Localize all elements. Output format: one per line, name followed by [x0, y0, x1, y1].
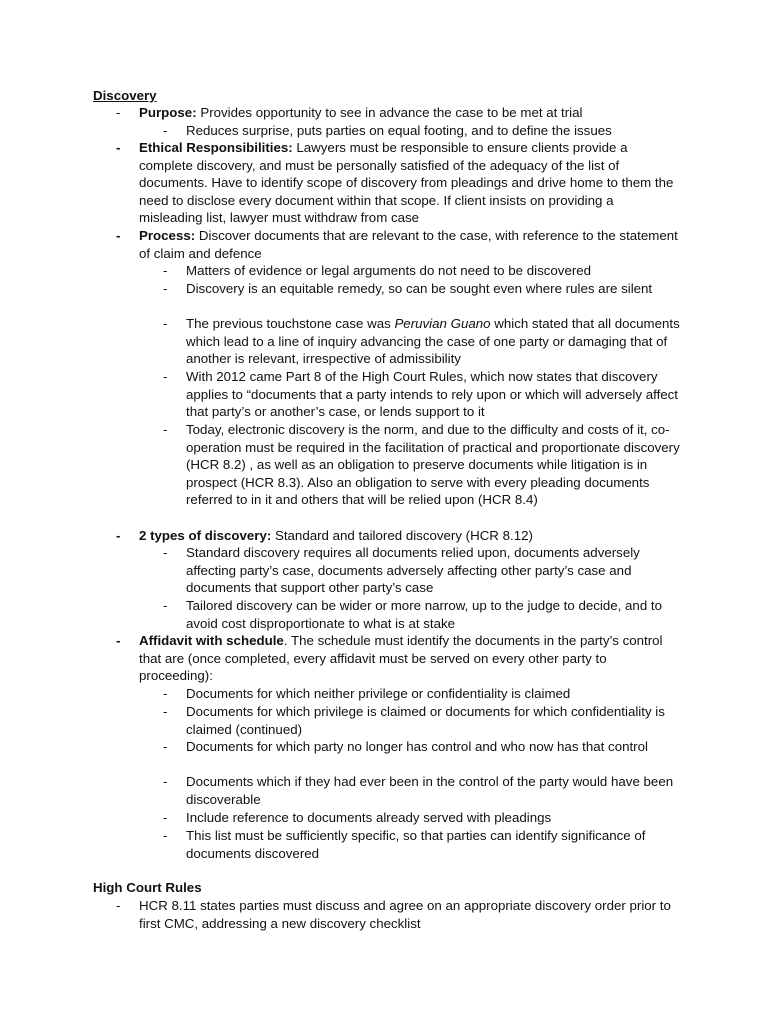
bullet-dash: -	[116, 105, 121, 120]
affidavit-sub-item	[163, 738, 681, 756]
process-sub-item	[163, 280, 681, 298]
bullet-dash: -	[163, 369, 168, 384]
types-sub-item	[163, 544, 681, 597]
bullet-dash: -	[116, 140, 121, 155]
affidavit-sub-text: Include reference to documents already served with pleadings	[186, 810, 552, 825]
affidavit-sub-item	[163, 703, 681, 738]
process-sub-text: Discovery is an equitable remedy, so can be sought even where rules are silent	[186, 281, 653, 296]
types-item	[116, 527, 679, 545]
bullet-dash: -	[163, 810, 168, 825]
bullet-dash: -	[163, 545, 168, 560]
process-sub-item	[163, 421, 681, 509]
process-label: Process:	[139, 228, 196, 243]
bullet-dash: -	[163, 828, 168, 843]
bullet-dash: -	[163, 704, 168, 719]
bullet-dash: -	[163, 422, 168, 437]
bullet-dash: -	[163, 598, 168, 613]
ethical-text: Lawyers must be responsible to ensure clients provide a complete discovery, and must be personally satisfied of the adequacy of the list of documents. Have to identify scope of discovery from pleadings and drive home to them the need to disclose every document within that scope. If client insists on providing a misleading list, lawyer must withdraw from case	[139, 140, 674, 226]
process-sub-item	[163, 262, 681, 280]
ethical-label: Ethical Responsibilities:	[139, 140, 293, 155]
process-item	[116, 227, 679, 262]
bullet-dash: -	[163, 686, 168, 701]
hcr-text: HCR 8.11 states parties must discuss and agree on an appropriate discovery order prior to first CMC, addressing a new discovery checklist	[139, 898, 671, 931]
affidavit-sub-text: Documents for which privilege is claimed or documents for which confidentiality is claimed (continued)	[186, 704, 665, 737]
types-sub-text: Standard discovery requires all documents relied upon, documents adversely affecting party’s case, documents adversely affecting other party’s case and documents that support other party’s case	[186, 545, 640, 596]
affidavit-sub-text: Documents which if they had ever been in the control of the party would have been discoverable	[186, 774, 674, 807]
types-sub-item	[163, 597, 681, 632]
affidavit-sub-item	[163, 685, 681, 703]
affidavit-sub-text: Documents for which neither privilege or confidentiality is claimed	[186, 686, 571, 701]
bullet-dash: -	[116, 898, 121, 913]
purpose-item	[116, 104, 679, 122]
ethical-item	[116, 139, 679, 227]
bullet-dash: -	[163, 263, 168, 278]
bullet-dash: -	[163, 739, 168, 754]
bullet-dash: -	[163, 281, 168, 296]
affidavit-text: . The schedule must identify the documents in the party’s control that are (once completed, every affidavit must be served on every other party to proceeding):	[139, 633, 663, 684]
hcr-heading: High Court Rules	[93, 880, 202, 895]
bullet-dash: -	[116, 528, 121, 543]
affidavit-item	[116, 632, 679, 685]
affidavit-sub-item	[163, 773, 681, 808]
purpose-label: Purpose:	[139, 105, 197, 120]
affidavit-label: Affidavit with schedule	[139, 633, 284, 648]
bullet-dash: -	[163, 774, 168, 789]
process-sub-item	[163, 315, 681, 368]
process-sub-text: The previous touchstone case was	[186, 316, 395, 331]
bullet-dash: -	[163, 316, 168, 331]
purpose-text: Provides opportunity to see in advance the case to be met at trial	[196, 105, 583, 120]
case-name: Peruvian Guano	[394, 316, 491, 331]
process-text: Discover documents that are relevant to the case, with reference to the statement of claim and defence	[139, 228, 678, 261]
hcr-item	[116, 897, 679, 932]
affidavit-sub-text: This list must be sufficiently specific, so that parties can identify significance of documents discovered	[186, 828, 646, 861]
bullet-dash: -	[163, 123, 168, 138]
purpose-sub-text: Reduces surprise, puts parties on equal footing, and to define the issues	[186, 123, 612, 138]
affidavit-sub-item	[163, 827, 681, 862]
types-text: Standard and tailored discovery (HCR 8.12)	[271, 528, 533, 543]
types-sub-text: Tailored discovery can be wider or more narrow, up to the judge to decide, and to avoid cost disproportionate to what is at stake	[186, 598, 663, 631]
affidavit-sub-item	[163, 809, 681, 827]
process-sub-text: With 2012 came Part 8 of the High Court Rules, which now states that discovery applies to “documents that a party intends to rely upon or which will adversely affect that party’s or another’s case, or lends support to it	[186, 369, 678, 420]
process-sub-text: Today, electronic discovery is the norm, and due to the difficulty and costs of it, co-operation must be required in the facilitation of practical and proportionate discovery (HCR 8.2) , as well as an obligation to preserve documents while litigation is in prospect (HCR 8.3). Also an obligation to serve with every pleading documents referred to in it and others that will be relied upon (HCR 8.4)	[186, 422, 680, 508]
purpose-sub-item	[163, 122, 681, 140]
discovery-heading: Discovery	[93, 88, 157, 103]
process-sub-text: which stated that all documents which lead to a line of inquiry advancing the case of one party or damaging that of another is relevant, irrespective of admissibility	[186, 316, 680, 367]
bullet-dash: -	[116, 228, 121, 243]
bullet-dash: -	[116, 633, 121, 648]
process-sub-item	[163, 368, 681, 421]
process-sub-text: Matters of evidence or legal arguments do not need to be discovered	[186, 263, 592, 278]
types-label: 2 types of discovery:	[139, 528, 272, 543]
affidavit-sub-text: Documents for which party no longer has control and who now has that control	[186, 739, 648, 754]
